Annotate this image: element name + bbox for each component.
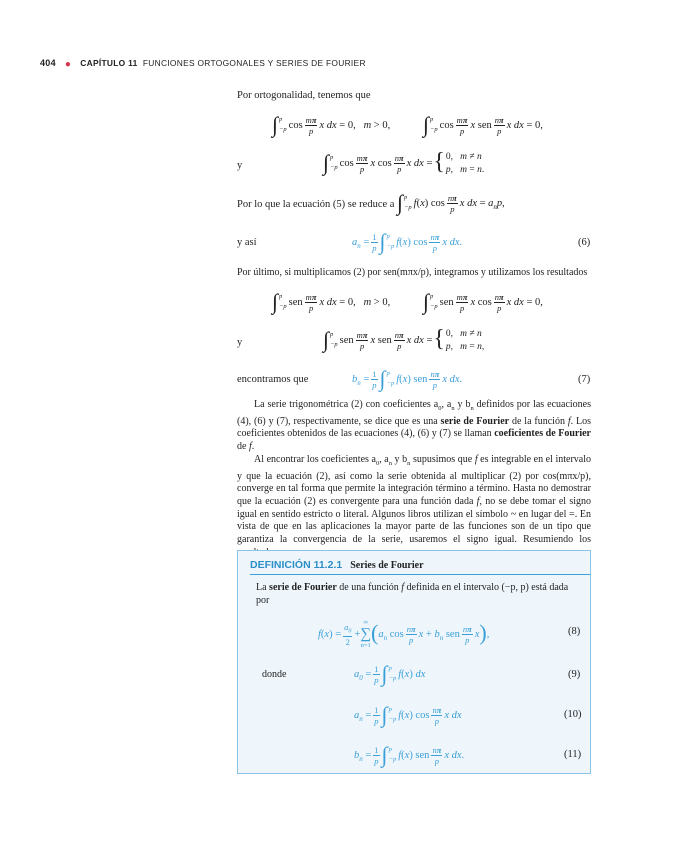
conjunction-y-2: y xyxy=(237,337,243,348)
asi-text: y así xyxy=(237,237,257,248)
ortho-eq-cos: ∫ p −p cos $\frac{m\pi}{p}$ x dx = 0, m > 0, xyxy=(272,112,391,137)
equation-number-8: (8) xyxy=(568,626,581,637)
ortho-eq-sen-sen: ∫ p −p sen $\frac{m\pi}{p}$ x sen $\frac{n\pi}{p}$ x dx ={ 0, m ≠ n p, m = n, xyxy=(323,326,485,352)
running-header xyxy=(40,58,633,69)
body-paragraphs xyxy=(237,399,591,559)
a0-formula: $a_0$ = $\frac{1}{p}$ ∫ p −p f(x) dx xyxy=(354,661,426,686)
paragraph-convergence: Al encontrar los coeficientes $a_0$, $a_n$ y $b_n$ supusimos que f es integrable en el intervalo y que la ecuación (2), así como la serie obtenida al multiplicar (2) por cos(mπx/p), converge en tal forma que permite la integración término a término. Hasta no demostrar que la ecuación (2) es convergente para una función dada f, no se debe tomar el signo igual en sentido estricto o literal. Algunos libros utilizan el símbolo ~ en lugar del =. En vista de que en las aplicaciones la mayor parte de las funciones son de un tipo que garantiza la convergencia de la serie, usaremos el signo igual. Resumiendo los xyxy=(237,453,592,546)
equation-number-10: (10) xyxy=(564,709,582,720)
bullet-icon: ● xyxy=(64,59,72,70)
equation-number-7: (7) xyxy=(578,374,591,385)
equation-number-6: (6) xyxy=(578,237,591,248)
bn-formula: $b_n$ = $\frac{1}{p}$ ∫ p −p f(x) sen $\frac{n\pi}{p}$ x dx. xyxy=(352,366,463,391)
equation-number-9: (9) xyxy=(568,669,581,680)
an-formula: $a_n$ = $\frac{1}{p}$ ∫ p −p f(x) cos $\frac{n\pi}{p}$ x dx. xyxy=(352,229,463,254)
definition-header xyxy=(250,559,590,575)
definition-box xyxy=(237,550,591,774)
bn-definition-formula: $b_n$ = $\frac{1}{p}$ ∫ p −p f(x) sen $\frac{n\pi}{p}$ x dx. xyxy=(354,742,465,767)
fourier-series-formula: f(x) = $\frac{a_0}{2}$ + ∞ ∑ n=1 ($a_n$ cos $\frac{n\pi}{p}$ $x + b_n$ sen $\frac{n\pi}{p}$ x), xyxy=(318,619,490,650)
ultimo-text: Por último, si multiplicamos (2) por sen(mπx/p), integramos y utilizamos los resultados xyxy=(237,267,588,278)
reduce-text: Por lo que la ecuación (5) se reduce a xyxy=(237,199,395,210)
definition-text: La serie de Fourier de una función f definida en el intervalo (−p, p) está dada por xyxy=(256,582,569,606)
an-definition-formula: $a_n$ = $\frac{1}{p}$ ∫ p −p f(x) cos $\frac{n\pi}{p}$ x dx xyxy=(354,702,462,727)
ortho-eq-sen-cos: ∫ p −p sen $\frac{m\pi}{p}$ x cos $\frac{n\pi}{p}$ x dx = 0, xyxy=(423,289,543,314)
chapter-title: FUNCIONES ORTOGONALES Y SERIES DE FOURIER xyxy=(142,58,366,68)
donde-text: donde xyxy=(262,669,287,680)
paragraph-fourier-series: La serie trigonométrica (2) con coeficientes $a_0$, $a_n$ y $b_n$ definidos por las ecuaciones (4), (6) y (7), respectivamente, se dice que es una serie de Fourier de la función f. Los coeficientes obtenidos de las ecuaciones (4), (6) y (7) se llaman coeficientes de Fourier de f. xyxy=(237,399,592,453)
ortho-eq-cos-cos: ∫ p −p cos $\frac{m\pi}{p}$ x cos $\frac{n\pi}{p}$ x dx ={ 0, m ≠ n p, m = n. xyxy=(323,149,485,175)
ortho-eq-cos-sen: ∫ p −p cos $\frac{m\pi}{p}$ x sen $\frac{n\pi}{p}$ x dx = 0, xyxy=(423,112,543,137)
reduced-equation: ∫ p −p f(x) cos $\frac{n\pi}{p}$ x dx = $a_np$, xyxy=(397,190,505,215)
chapter-label: CAPÍTULO 11 xyxy=(80,58,138,68)
conjunction-y-1: y xyxy=(237,160,243,171)
page-number: 404 xyxy=(40,58,56,68)
intro-text: Por ortogonalidad, tenemos que xyxy=(237,90,371,101)
equation-number-11: (11) xyxy=(564,749,582,760)
encontramos-text: encontramos que xyxy=(237,374,309,385)
definition-label: DEFINICIÓN 11.2.1 xyxy=(250,559,343,571)
definition-title: Series de Fourier xyxy=(350,560,424,571)
ortho-eq-sen: ∫ p −p sen $\frac{m\pi}{p}$ x dx = 0, m > 0, xyxy=(272,289,391,314)
